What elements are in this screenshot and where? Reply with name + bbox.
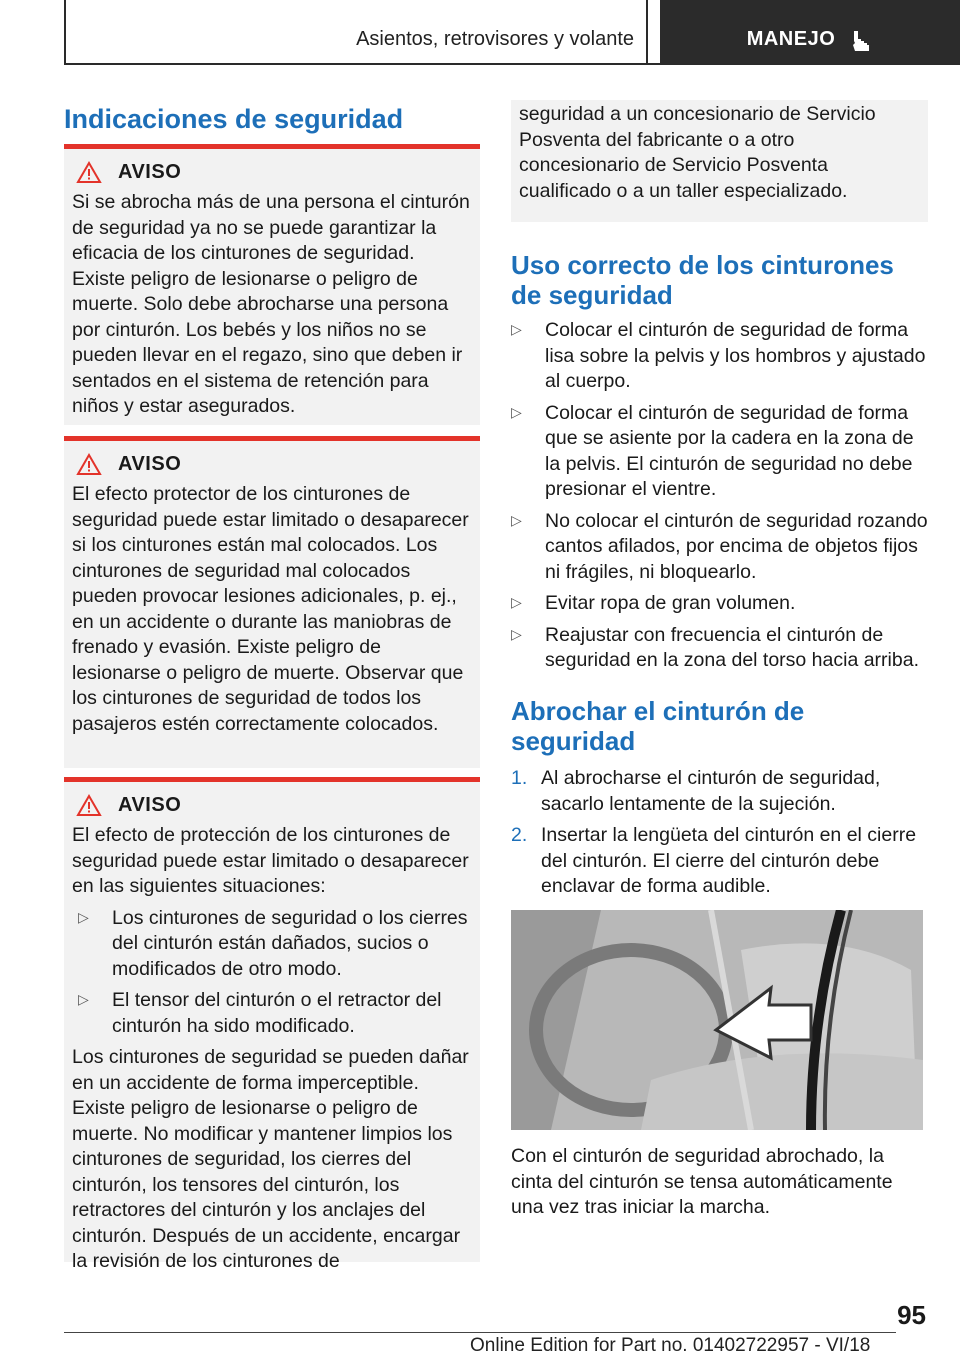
- photo-caption: Con el cinturón de seguridad abrochado, la cinta del cinturón se tensa automáticamente una vez tras iniciar la marcha.: [511, 1145, 893, 1218]
- step-number: 1.: [511, 767, 528, 789]
- edition-text: Online Edition for Part no. 01402722957 - VI/18: [470, 1335, 871, 1356]
- section-heading-abrochar: Abrochar el cinturón de seguridad: [511, 696, 805, 756]
- warning-box-3: [64, 777, 480, 1272]
- list-item: [511, 401, 928, 503]
- warning-label: AVISO: [118, 453, 182, 475]
- warning-label: AVISO: [118, 161, 182, 183]
- warning-triangle-icon: [76, 794, 102, 817]
- triangle-bullet-icon: ▷: [511, 403, 522, 420]
- warning-header: [72, 794, 472, 817]
- warning-text: El efecto protector de los cinturones de seguridad puede estar limitado o desaparecer si los cinturones están mal colocados. Los cinturones de seguridad mal colocados pueden provocar lesiones adicionales, p. ej., en un accidente o durante las maniobras de frenado y evasión. Existe peligro de lesionarse o peligro de muerte. Observar que los cinturones de seguridad de todos los pasajeros estén correctamente colocados.: [72, 483, 469, 735]
- triangle-bullet-icon: ▷: [511, 321, 522, 337]
- warning-intro: El efecto de protección de los cinturones de seguridad puede estar limitado o desaparecer en las siguientes situaciones:: [72, 824, 469, 897]
- triangle-bullet-icon: ▷: [78, 908, 89, 925]
- header-separator: [646, 0, 648, 65]
- list-item-text: Colocar el cinturón de seguridad de forma lisa sobre la pelvis y los hombros y ajustado al cuerpo.: [545, 319, 926, 392]
- triangle-bullet-icon: ▷: [78, 991, 89, 1007]
- tab-manejo-label: MANEJO: [746, 28, 836, 50]
- step-number: 2.: [511, 824, 528, 846]
- step-text: Al abrocharse el cinturón de seguridad, sacarlo lentamente de la sujeción.: [541, 767, 881, 815]
- seatbelt-photo: [511, 910, 923, 1130]
- list-item-text: No colocar el cinturón de seguridad rozando cantos afilados, por encima de objetos fijos ni frágiles, ni bloquearlo.: [545, 509, 928, 583]
- warning-triangle-icon: [76, 161, 102, 184]
- header-bottom-rule: [64, 63, 960, 65]
- list-item: [72, 906, 472, 983]
- list-item: [511, 823, 928, 900]
- warning-box-2: [64, 436, 480, 768]
- steps-list: [511, 766, 928, 900]
- warning-header: [72, 453, 472, 476]
- warning-triangle-icon: [76, 453, 102, 476]
- seatbelt-illustration: [511, 910, 923, 1130]
- header-section-title: [66, 0, 646, 63]
- page-number: 95: [897, 1300, 926, 1330]
- tab-manejo[interactable]: [660, 0, 960, 63]
- list-item-text: Reajustar con frecuencia el cinturón de seguridad en la zona del torso hacia arriba.: [545, 623, 919, 671]
- list-item-text: El tensor del cinturón o el retractor del cinturón ha sido modificado.: [112, 989, 442, 1037]
- triangle-bullet-icon: ▷: [511, 511, 522, 528]
- warning-header: [72, 161, 472, 184]
- step-text: Insertar la lengüeta del cinturón en el cierre del cinturón. El cierre del cinturón debe enclavar de forma audible.: [541, 824, 917, 897]
- list-item-text: Colocar el cinturón de seguridad de forma que se asiente por la cadera en la zona de la pelvis. El cinturón de seguridad no debe presionar el vientre.: [545, 401, 914, 500]
- pointing-hand-icon: [849, 29, 873, 53]
- warning-box-1: [64, 144, 480, 425]
- warning-outro: Los cinturones de seguridad se pueden dañar en un accidente de forma imperceptible. Existe peligro de lesionarse o peligro de muerte. No modificar y mantener limpios los cinturones de seguridad, los cierres del cinturón, los tensores del cinturón, los retractores del cinturón y los anclajes del cinturón. Después de un accidente, encargar la revisión de los cinturones de: [72, 1046, 469, 1272]
- warning-continued-text: seguridad a un concesionario de Servicio Posventa del fabricante o a otro concesionario de Servicio Posventa cualificado o a un taller especializado.: [519, 103, 876, 202]
- triangle-bullet-icon: ▷: [511, 625, 522, 642]
- section-title-text: Asientos, retrovisores y volante: [356, 28, 634, 50]
- footer-rule: [64, 1332, 896, 1333]
- list-item: [511, 623, 928, 674]
- list-item: [511, 509, 928, 586]
- list-item: [511, 591, 928, 617]
- uso-list: [511, 318, 928, 674]
- warning-label: AVISO: [118, 794, 182, 816]
- list-item-text: Los cinturones de seguridad o los cierres del cinturón están dañados, sucios o modificados de otro modo.: [112, 906, 468, 980]
- section-heading-seguridad: Indicaciones de seguridad: [64, 104, 404, 134]
- list-item: [511, 766, 928, 817]
- warning-text: Si se abrocha más de una persona el cinturón de seguridad ya no se puede garantizar la eficacia de los cinturones de seguridad. Existe peligro de lesionarse o peligro de muerte. Solo debe abrocharse una persona por cinturón. Los bebés y los niños no se pueden llevar en el regazo, sino que deben ir sentados en el sistema de retención para niños y estar asegurados.: [72, 191, 470, 417]
- section-heading-uso: Uso correcto de los cinturones de seguridad: [511, 250, 894, 310]
- list-item: [72, 988, 472, 1039]
- triangle-bullet-icon: ▷: [511, 594, 522, 610]
- list-item: [511, 318, 928, 395]
- warning-continued-box: [511, 100, 928, 222]
- list-item-text: Evitar ropa de gran volumen.: [545, 592, 796, 614]
